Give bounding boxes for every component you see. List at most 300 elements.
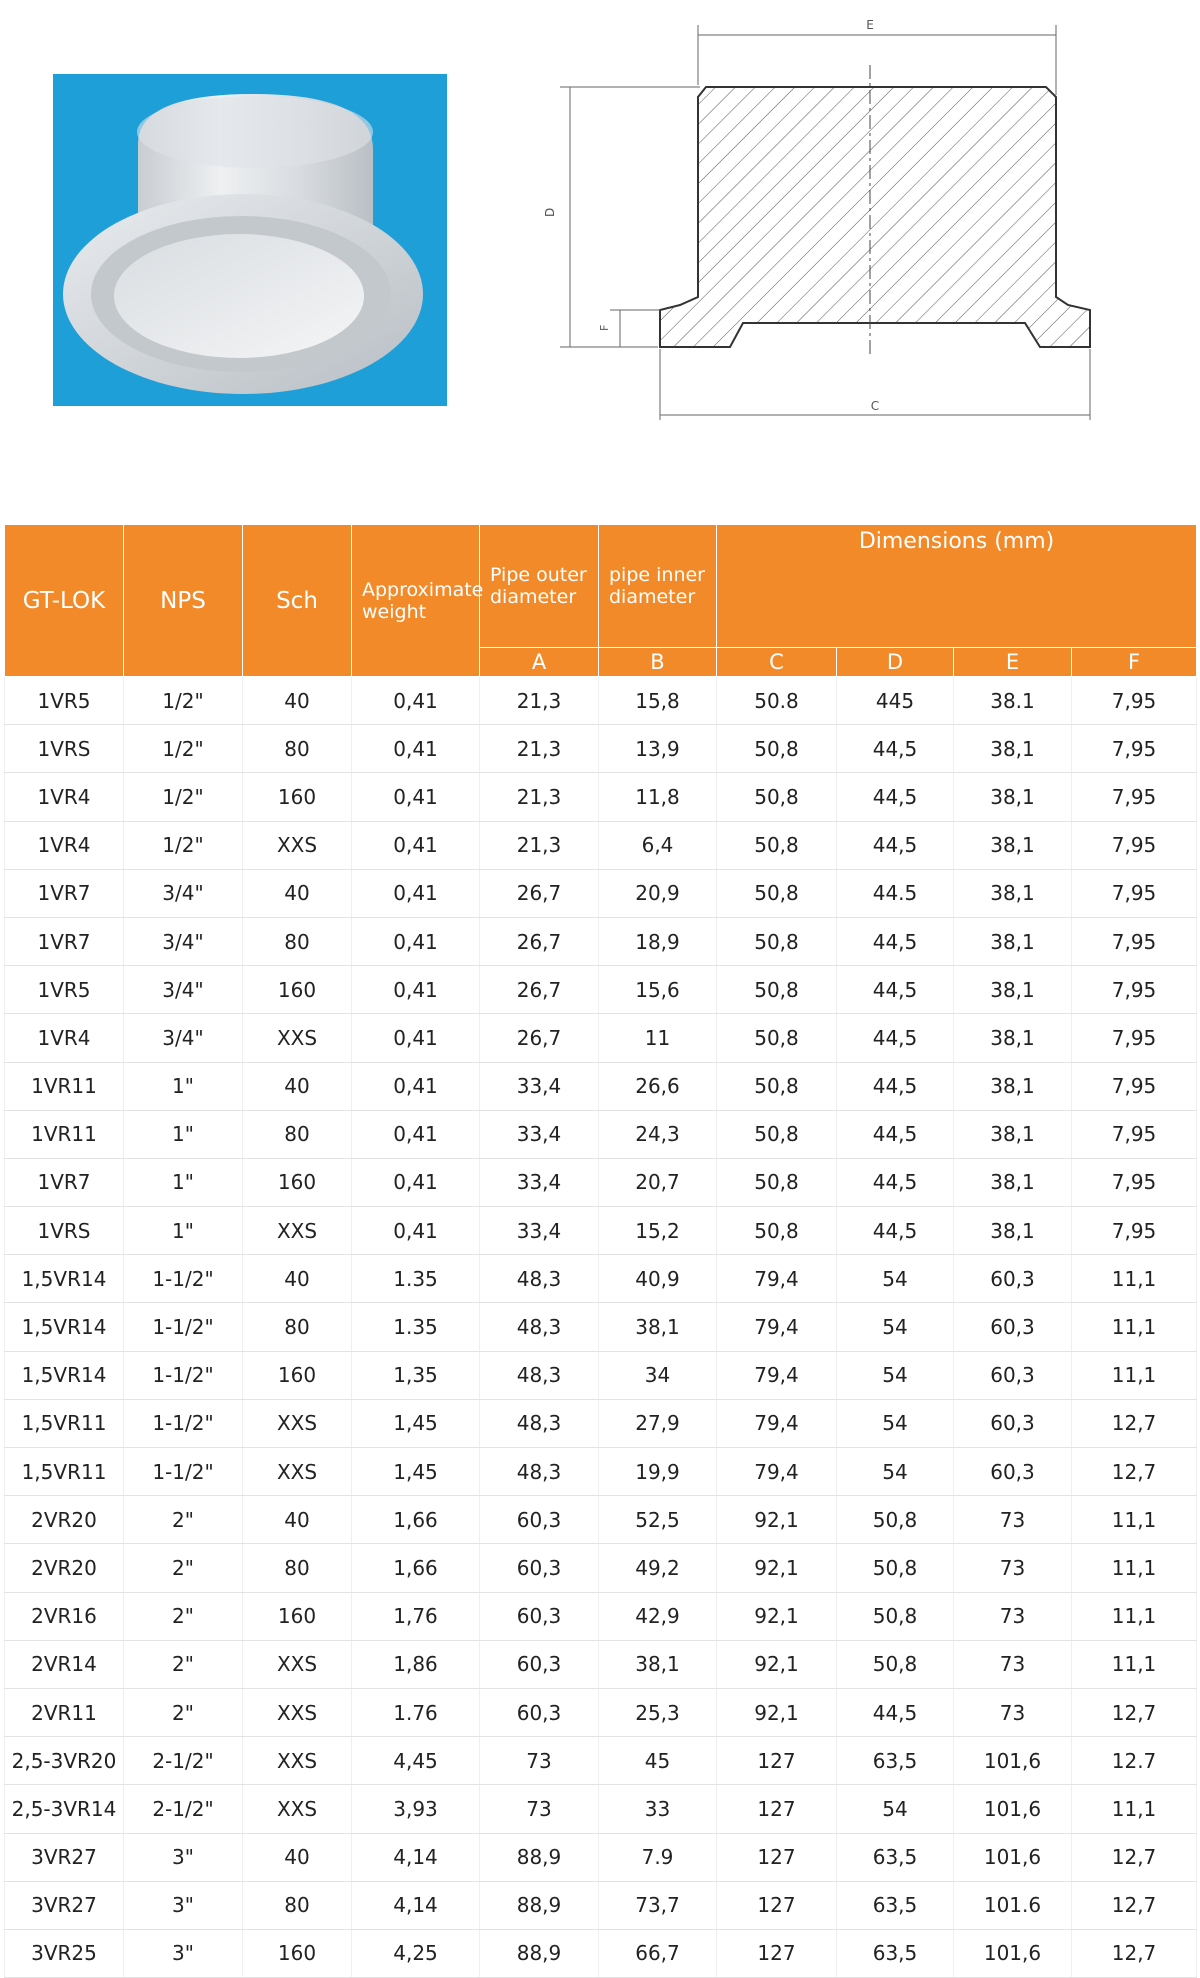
cell-b: 27,9 <box>599 1399 717 1447</box>
table-row <box>5 869 1197 917</box>
table-row <box>5 1014 1197 1062</box>
cell-c: 50,8 <box>717 1158 837 1206</box>
cell-sch: XXS <box>243 1737 352 1785</box>
header-dimensions: Dimensions (mm) <box>717 525 1197 648</box>
cell-sch: XXS <box>243 1688 352 1736</box>
cell-gt-lok: 1VR7 <box>5 869 124 917</box>
cell-b: 52,5 <box>599 1496 717 1544</box>
cell-e: 38,1 <box>954 917 1072 965</box>
table-row <box>5 725 1197 773</box>
cell-d: 54 <box>837 1255 954 1303</box>
cell-gt-lok: 1VR7 <box>5 1158 124 1206</box>
cell-weight: 1,76 <box>352 1592 480 1640</box>
cell-nps: 1/2" <box>124 677 243 725</box>
cell-c: 50,8 <box>717 869 837 917</box>
cell-weight: 0,41 <box>352 677 480 725</box>
cell-a: 60,3 <box>480 1544 599 1592</box>
dim-f-label: F <box>598 324 611 331</box>
cell-e: 60,3 <box>954 1448 1072 1496</box>
cell-c: 50,8 <box>717 725 837 773</box>
cell-e: 38,1 <box>954 1014 1072 1062</box>
cell-c: 50,8 <box>717 917 837 965</box>
cell-weight: 0,41 <box>352 917 480 965</box>
cell-nps: 2" <box>124 1592 243 1640</box>
cell-sch: 80 <box>243 725 352 773</box>
table-row <box>5 1110 1197 1158</box>
table-row <box>5 1544 1197 1592</box>
cell-f: 7,95 <box>1072 725 1197 773</box>
cell-f: 12,7 <box>1072 1833 1197 1881</box>
cell-nps: 3/4" <box>124 966 243 1014</box>
cell-sch: XXS <box>243 1785 352 1833</box>
cell-a: 21,3 <box>480 725 599 773</box>
table-row <box>5 1399 1197 1447</box>
cell-e: 60,3 <box>954 1399 1072 1447</box>
cell-gt-lok: 1VRS <box>5 725 124 773</box>
table-row <box>5 1158 1197 1206</box>
cell-b: 33 <box>599 1785 717 1833</box>
cell-b: 42,9 <box>599 1592 717 1640</box>
cell-b: 11,8 <box>599 773 717 821</box>
cell-b: 45 <box>599 1737 717 1785</box>
cell-sch: 40 <box>243 1255 352 1303</box>
cell-c: 92,1 <box>717 1640 837 1688</box>
cell-b: 40,9 <box>599 1255 717 1303</box>
table-row <box>5 773 1197 821</box>
cell-gt-lok: 1VRS <box>5 1207 124 1255</box>
cell-e: 38,1 <box>954 1110 1072 1158</box>
cell-d: 50,8 <box>837 1496 954 1544</box>
cell-a: 33,4 <box>480 1110 599 1158</box>
subheader-f: F <box>1072 648 1197 677</box>
dim-e-label: E <box>866 18 874 32</box>
cell-d: 50,8 <box>837 1640 954 1688</box>
cell-c: 79,4 <box>717 1351 837 1399</box>
cell-sch: XXS <box>243 1448 352 1496</box>
cell-c: 50,8 <box>717 1110 837 1158</box>
cell-b: 6,4 <box>599 821 717 869</box>
cell-nps: 2" <box>124 1544 243 1592</box>
cell-f: 7,95 <box>1072 1110 1197 1158</box>
cell-d: 63,5 <box>837 1929 954 1977</box>
cell-e: 73 <box>954 1640 1072 1688</box>
cell-c: 50.8 <box>717 677 837 725</box>
cell-a: 60,3 <box>480 1496 599 1544</box>
cell-b: 38,1 <box>599 1303 717 1351</box>
cell-c: 127 <box>717 1785 837 1833</box>
cell-gt-lok: 2VR11 <box>5 1688 124 1736</box>
spec-table-body <box>5 677 1197 1978</box>
subheader-d: D <box>837 648 954 677</box>
cell-gt-lok: 2,5-3VR20 <box>5 1737 124 1785</box>
cell-a: 33,4 <box>480 1207 599 1255</box>
cell-gt-lok: 1,5VR14 <box>5 1255 124 1303</box>
cell-f: 11,1 <box>1072 1592 1197 1640</box>
cell-nps: 2" <box>124 1496 243 1544</box>
cell-d: 44,5 <box>837 1207 954 1255</box>
cell-nps: 3" <box>124 1881 243 1929</box>
cell-d: 44,5 <box>837 917 954 965</box>
cell-b: 24,3 <box>599 1110 717 1158</box>
header-weight: Approximate weight <box>352 525 480 677</box>
cell-b: 26,6 <box>599 1062 717 1110</box>
cell-e: 73 <box>954 1688 1072 1736</box>
cell-f: 7,95 <box>1072 1014 1197 1062</box>
cell-weight: 1.35 <box>352 1303 480 1351</box>
cell-nps: 3" <box>124 1929 243 1977</box>
cell-d: 44,5 <box>837 966 954 1014</box>
table-row <box>5 1255 1197 1303</box>
cell-d: 54 <box>837 1303 954 1351</box>
cell-f: 12.7 <box>1072 1737 1197 1785</box>
cell-weight: 0,41 <box>352 773 480 821</box>
cell-f: 7,95 <box>1072 821 1197 869</box>
cell-e: 73 <box>954 1496 1072 1544</box>
technical-drawing <box>540 5 1110 425</box>
cell-nps: 2" <box>124 1688 243 1736</box>
cell-d: 63,5 <box>837 1881 954 1929</box>
header-gt-lok: GT-LOK <box>5 525 124 677</box>
table-row <box>5 1496 1197 1544</box>
cell-a: 48,3 <box>480 1351 599 1399</box>
cell-sch: 40 <box>243 677 352 725</box>
dim-d-label: D <box>543 207 557 217</box>
cell-weight: 0,41 <box>352 1158 480 1206</box>
cell-gt-lok: 1VR4 <box>5 773 124 821</box>
cell-gt-lok: 3VR25 <box>5 1929 124 1977</box>
cell-b: 15,6 <box>599 966 717 1014</box>
cell-weight: 1,66 <box>352 1544 480 1592</box>
cell-d: 50,8 <box>837 1544 954 1592</box>
cell-sch: 160 <box>243 966 352 1014</box>
cell-nps: 3/4" <box>124 869 243 917</box>
dim-c-label: C <box>870 399 880 413</box>
cell-sch: XXS <box>243 821 352 869</box>
cell-a: 60,3 <box>480 1688 599 1736</box>
cell-a: 88,9 <box>480 1929 599 1977</box>
cell-e: 60,3 <box>954 1351 1072 1399</box>
cell-d: 44,5 <box>837 1014 954 1062</box>
cell-f: 7,95 <box>1072 966 1197 1014</box>
spec-table <box>4 524 1197 1978</box>
table-row <box>5 677 1197 725</box>
cell-e: 38,1 <box>954 966 1072 1014</box>
cell-e: 60,3 <box>954 1303 1072 1351</box>
cell-e: 38.1 <box>954 677 1072 725</box>
cell-d: 44.5 <box>837 869 954 917</box>
cell-f: 7,95 <box>1072 869 1197 917</box>
cell-sch: 80 <box>243 1303 352 1351</box>
cell-gt-lok: 2,5-3VR14 <box>5 1785 124 1833</box>
cell-gt-lok: 1,5VR14 <box>5 1351 124 1399</box>
cell-sch: XXS <box>243 1399 352 1447</box>
cell-d: 54 <box>837 1785 954 1833</box>
cell-f: 7,95 <box>1072 1207 1197 1255</box>
table-row <box>5 1833 1197 1881</box>
cell-d: 44,5 <box>837 1062 954 1110</box>
cell-c: 50,8 <box>717 1014 837 1062</box>
cell-weight: 1,86 <box>352 1640 480 1688</box>
cell-nps: 1-1/2" <box>124 1255 243 1303</box>
cell-weight: 0,41 <box>352 725 480 773</box>
cell-weight: 4,25 <box>352 1929 480 1977</box>
cell-sch: 80 <box>243 1881 352 1929</box>
cell-nps: 1" <box>124 1158 243 1206</box>
cell-c: 92,1 <box>717 1592 837 1640</box>
header-nps: NPS <box>124 525 243 677</box>
cell-f: 7,95 <box>1072 773 1197 821</box>
header-sch: Sch <box>243 525 352 677</box>
cell-weight: 1,45 <box>352 1399 480 1447</box>
cell-b: 20,7 <box>599 1158 717 1206</box>
cell-sch: 40 <box>243 1833 352 1881</box>
cell-f: 11,1 <box>1072 1351 1197 1399</box>
cell-gt-lok: 1,5VR11 <box>5 1448 124 1496</box>
cell-f: 12,7 <box>1072 1881 1197 1929</box>
cell-weight: 0,41 <box>352 869 480 917</box>
table-row <box>5 1640 1197 1688</box>
cell-weight: 1.76 <box>352 1688 480 1736</box>
cell-sch: 160 <box>243 773 352 821</box>
cell-gt-lok: 2VR14 <box>5 1640 124 1688</box>
cell-nps: 1/2" <box>124 821 243 869</box>
cell-a: 21,3 <box>480 821 599 869</box>
cell-b: 15,8 <box>599 677 717 725</box>
cell-c: 50,8 <box>717 1062 837 1110</box>
table-row <box>5 821 1197 869</box>
cell-d: 54 <box>837 1448 954 1496</box>
cell-weight: 0,41 <box>352 1207 480 1255</box>
cell-c: 127 <box>717 1737 837 1785</box>
cell-d: 44,5 <box>837 725 954 773</box>
table-row <box>5 1448 1197 1496</box>
cell-weight: 1,35 <box>352 1351 480 1399</box>
cell-c: 50,8 <box>717 821 837 869</box>
cell-b: 18,9 <box>599 917 717 965</box>
cell-f: 11,1 <box>1072 1496 1197 1544</box>
cell-d: 445 <box>837 677 954 725</box>
cell-a: 48,3 <box>480 1255 599 1303</box>
cell-nps: 1-1/2" <box>124 1448 243 1496</box>
cell-f: 12,7 <box>1072 1688 1197 1736</box>
cell-gt-lok: 2VR20 <box>5 1544 124 1592</box>
cell-gt-lok: 1VR11 <box>5 1110 124 1158</box>
cell-a: 73 <box>480 1785 599 1833</box>
cell-sch: 40 <box>243 869 352 917</box>
table-row <box>5 1785 1197 1833</box>
cell-nps: 3/4" <box>124 917 243 965</box>
cell-d: 44,5 <box>837 1158 954 1206</box>
cell-e: 73 <box>954 1592 1072 1640</box>
header-inner-diameter: pipe inner diameter <box>599 525 717 648</box>
cell-gt-lok: 1,5VR11 <box>5 1399 124 1447</box>
cell-nps: 2-1/2" <box>124 1737 243 1785</box>
cell-b: 73,7 <box>599 1881 717 1929</box>
cell-gt-lok: 1VR5 <box>5 966 124 1014</box>
table-row <box>5 1592 1197 1640</box>
cell-e: 101.6 <box>954 1881 1072 1929</box>
cell-e: 60,3 <box>954 1255 1072 1303</box>
cell-e: 38,1 <box>954 1207 1072 1255</box>
cell-a: 26,7 <box>480 966 599 1014</box>
cell-a: 88,9 <box>480 1833 599 1881</box>
cell-sch: 160 <box>243 1929 352 1977</box>
table-row <box>5 1929 1197 1977</box>
table-row <box>5 1062 1197 1110</box>
subheader-a: A <box>480 648 599 677</box>
cell-e: 73 <box>954 1544 1072 1592</box>
cell-f: 11,1 <box>1072 1303 1197 1351</box>
cell-sch: 80 <box>243 1544 352 1592</box>
cell-b: 7.9 <box>599 1833 717 1881</box>
cell-d: 63,5 <box>837 1833 954 1881</box>
cell-f: 7,95 <box>1072 917 1197 965</box>
cell-e: 38,1 <box>954 821 1072 869</box>
cell-sch: 80 <box>243 1110 352 1158</box>
cell-a: 48,3 <box>480 1399 599 1447</box>
cell-d: 44,5 <box>837 773 954 821</box>
cell-nps: 1" <box>124 1207 243 1255</box>
subheader-b: B <box>599 648 717 677</box>
table-row <box>5 966 1197 1014</box>
cell-c: 92,1 <box>717 1688 837 1736</box>
cell-nps: 1/2" <box>124 773 243 821</box>
cell-a: 26,7 <box>480 917 599 965</box>
cell-f: 11,1 <box>1072 1640 1197 1688</box>
cell-a: 26,7 <box>480 869 599 917</box>
cell-e: 101,6 <box>954 1737 1072 1785</box>
cell-b: 38,1 <box>599 1640 717 1688</box>
cell-f: 11,1 <box>1072 1544 1197 1592</box>
cell-a: 21,3 <box>480 677 599 725</box>
cell-a: 60,3 <box>480 1592 599 1640</box>
cell-a: 33,4 <box>480 1158 599 1206</box>
cell-f: 7,95 <box>1072 677 1197 725</box>
cell-d: 63,5 <box>837 1737 954 1785</box>
cell-gt-lok: 3VR27 <box>5 1833 124 1881</box>
cell-c: 92,1 <box>717 1544 837 1592</box>
header-outer-diameter: Pipe outer diameter <box>480 525 599 648</box>
cell-gt-lok: 1VR5 <box>5 677 124 725</box>
cell-c: 79,4 <box>717 1399 837 1447</box>
cell-weight: 0,41 <box>352 1110 480 1158</box>
cell-weight: 3,93 <box>352 1785 480 1833</box>
cell-c: 79,4 <box>717 1255 837 1303</box>
cell-c: 50,8 <box>717 1207 837 1255</box>
cell-e: 38,1 <box>954 869 1072 917</box>
cell-weight: 4,45 <box>352 1737 480 1785</box>
cell-nps: 1-1/2" <box>124 1303 243 1351</box>
cell-nps: 3/4" <box>124 1014 243 1062</box>
cell-sch: 40 <box>243 1496 352 1544</box>
cell-b: 11 <box>599 1014 717 1062</box>
cell-e: 101,6 <box>954 1833 1072 1881</box>
cell-c: 50,8 <box>717 773 837 821</box>
cell-b: 19,9 <box>599 1448 717 1496</box>
cell-b: 13,9 <box>599 725 717 773</box>
cell-c: 127 <box>717 1881 837 1929</box>
cell-a: 73 <box>480 1737 599 1785</box>
cell-sch: XXS <box>243 1640 352 1688</box>
cell-weight: 4,14 <box>352 1833 480 1881</box>
cell-a: 48,3 <box>480 1303 599 1351</box>
cell-f: 7,95 <box>1072 1062 1197 1110</box>
cell-c: 79,4 <box>717 1448 837 1496</box>
cell-b: 15,2 <box>599 1207 717 1255</box>
cell-c: 50,8 <box>717 966 837 1014</box>
cell-d: 54 <box>837 1399 954 1447</box>
cell-gt-lok: 2VR16 <box>5 1592 124 1640</box>
cell-weight: 1,66 <box>352 1496 480 1544</box>
cell-c: 127 <box>717 1929 837 1977</box>
cell-nps: 1" <box>124 1062 243 1110</box>
cell-b: 66,7 <box>599 1929 717 1977</box>
table-row <box>5 1207 1197 1255</box>
cell-f: 12,7 <box>1072 1929 1197 1977</box>
subheader-c: C <box>717 648 837 677</box>
table-row <box>5 1303 1197 1351</box>
cell-gt-lok: 3VR27 <box>5 1881 124 1929</box>
cell-d: 54 <box>837 1351 954 1399</box>
product-photo <box>53 74 447 406</box>
subheader-e: E <box>954 648 1072 677</box>
cell-c: 92,1 <box>717 1496 837 1544</box>
cell-e: 38,1 <box>954 725 1072 773</box>
cell-sch: 160 <box>243 1592 352 1640</box>
cell-weight: 1.35 <box>352 1255 480 1303</box>
cell-weight: 0,41 <box>352 1014 480 1062</box>
cell-weight: 1,45 <box>352 1448 480 1496</box>
cell-gt-lok: 1VR4 <box>5 821 124 869</box>
cell-e: 38,1 <box>954 773 1072 821</box>
cell-e: 101,6 <box>954 1785 1072 1833</box>
cell-weight: 0,41 <box>352 1062 480 1110</box>
table-row <box>5 1737 1197 1785</box>
cell-b: 34 <box>599 1351 717 1399</box>
table-row <box>5 1688 1197 1736</box>
cell-sch: XXS <box>243 1014 352 1062</box>
cell-nps: 1-1/2" <box>124 1351 243 1399</box>
cell-weight: 0,41 <box>352 966 480 1014</box>
cell-a: 21,3 <box>480 773 599 821</box>
cell-b: 20,9 <box>599 869 717 917</box>
cell-sch: 80 <box>243 917 352 965</box>
cell-sch: 160 <box>243 1158 352 1206</box>
cell-sch: 40 <box>243 1062 352 1110</box>
cell-sch: 160 <box>243 1351 352 1399</box>
cell-a: 48,3 <box>480 1448 599 1496</box>
cell-sch: XXS <box>243 1207 352 1255</box>
cross-section-diagram <box>540 5 1110 425</box>
cell-f: 12,7 <box>1072 1399 1197 1447</box>
cell-nps: 2-1/2" <box>124 1785 243 1833</box>
cell-b: 25,3 <box>599 1688 717 1736</box>
cell-gt-lok: 1VR7 <box>5 917 124 965</box>
cell-a: 60,3 <box>480 1640 599 1688</box>
cell-e: 101,6 <box>954 1929 1072 1977</box>
cell-gt-lok: 1,5VR14 <box>5 1303 124 1351</box>
cell-f: 11,1 <box>1072 1785 1197 1833</box>
cell-nps: 3" <box>124 1833 243 1881</box>
cell-nps: 1-1/2" <box>124 1399 243 1447</box>
bushing-render <box>53 74 447 406</box>
cell-gt-lok: 1VR11 <box>5 1062 124 1110</box>
cell-nps: 1" <box>124 1110 243 1158</box>
cell-e: 38,1 <box>954 1062 1072 1110</box>
cell-a: 26,7 <box>480 1014 599 1062</box>
cell-nps: 2" <box>124 1640 243 1688</box>
cell-d: 44,5 <box>837 1688 954 1736</box>
